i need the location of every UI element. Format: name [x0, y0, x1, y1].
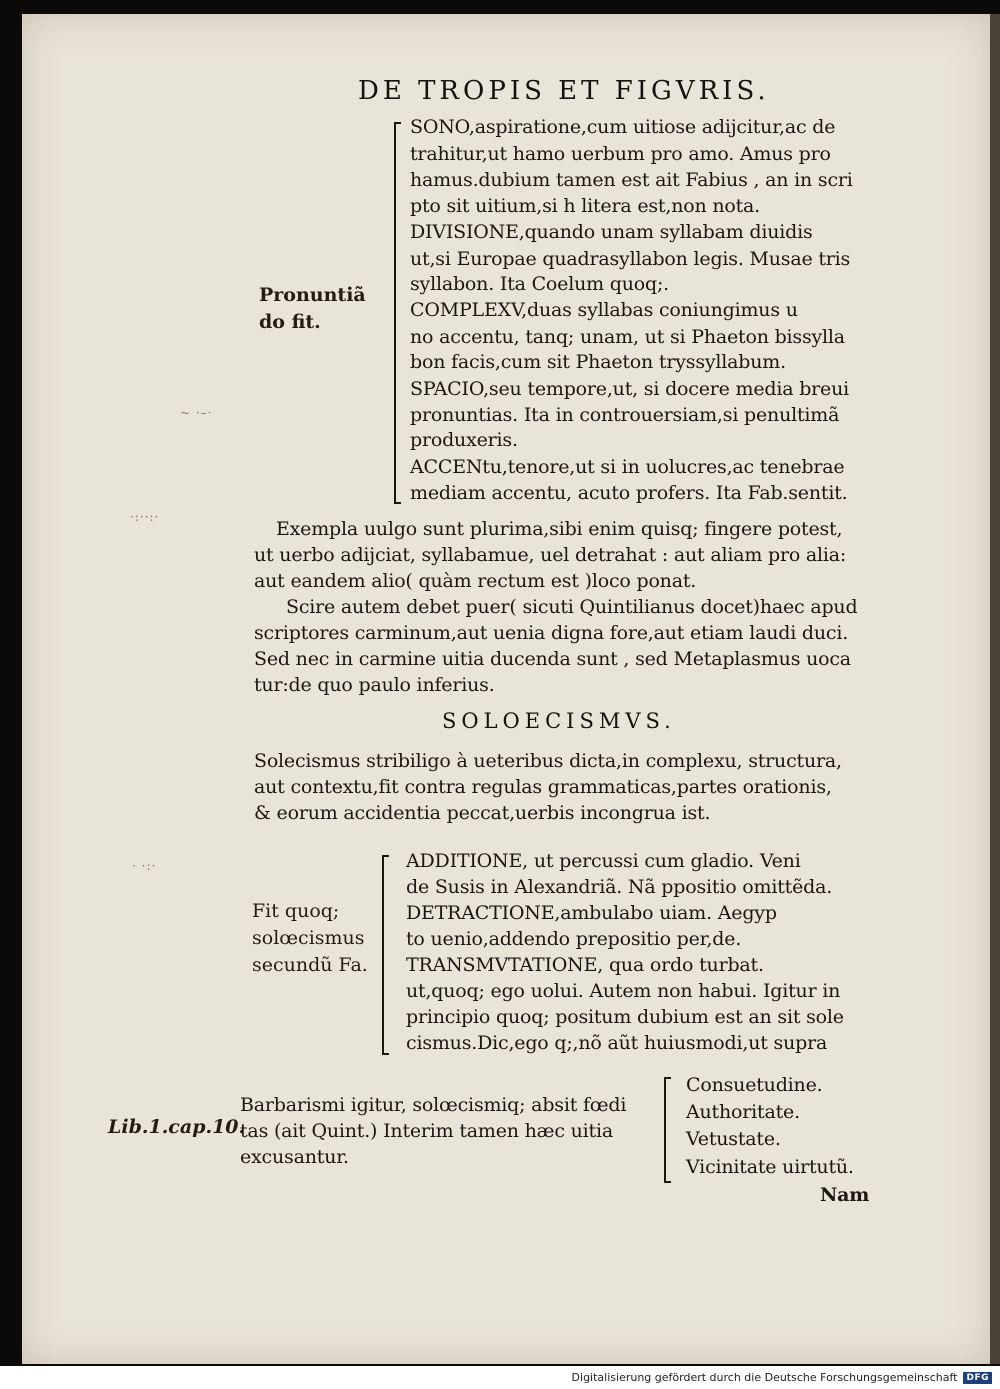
text-line: tas (ait Quint.) Interim tamen hæc uitia — [240, 1120, 613, 1142]
text-line: de Susis in Alexandriã. Nã ppositio omittẽda. — [406, 876, 833, 898]
text-line: produxeris. — [410, 429, 518, 451]
text-line: pto sit uitium,si h litera est,non nota. — [410, 195, 761, 217]
side-note-soloecismus — [252, 898, 368, 979]
text-line: Scire autem debet puer( sicuti Quintilianus docet)haec apud — [286, 596, 858, 618]
text-line: tur:de quo paulo inferius. — [254, 674, 495, 696]
text-line: Solecismus stribiligo à ueteribus dicta,in complexu, structura, — [254, 750, 842, 772]
dfg-logo: DFG — [963, 1372, 992, 1384]
side-note-pronuntiatio — [259, 282, 366, 336]
text-line: & eorum accidentia peccat,uerbis incongrua ist. — [254, 802, 711, 824]
text-line: Barbarismi igitur, solœcismiq; absit fœdi — [240, 1094, 627, 1116]
text-line: no accentu, tanq; unam, ut si Phaeton bissylla — [410, 326, 845, 348]
text-line: TRANSMVTATIONE, qua ordo turbat. — [406, 954, 764, 976]
text-line: SPACIO,seu tempore,ut, si docere media breui — [410, 378, 849, 400]
text-line: DIVISIONE,quando unam syllabam diuidis — [410, 221, 813, 243]
margin-note-reference: Lib.1.cap.10. — [108, 1116, 246, 1138]
bleed-through-mark: ·:··:· — [130, 510, 160, 524]
page-heading: DE TROPIS ET FIGVRIS. — [358, 76, 770, 106]
text-line: ut,quoq; ego uolui. Autem non habui. Igitur in — [406, 980, 841, 1002]
text-line: DETRACTIONE,ambulabo uiam. Aegyp — [406, 902, 777, 924]
bracket-item: Vicinitate uirtutũ. — [686, 1156, 854, 1178]
text-line: aut contextu,fit contra regulas grammaticas,partes orationis, — [254, 776, 832, 798]
text-line: excusantur. — [240, 1146, 349, 1168]
side-note-line: solœcismus — [252, 927, 365, 949]
catchword: Nam — [820, 1184, 870, 1206]
bracket-item: Authoritate. — [686, 1101, 800, 1123]
text-line: cismus.Dic,ego q;,nõ aũt huiusmodi,ut supra — [406, 1032, 828, 1054]
side-note-line: Fit quoq; — [252, 900, 340, 922]
text-line: hamus.dubium tamen est ait Fabius , an in scri — [410, 169, 853, 191]
side-note-line: do fit. — [259, 311, 321, 333]
bleed-through-mark: ~ ·–· — [180, 406, 213, 420]
text-line: ut,si Europae quadrasyllabon legis. Musae tris — [410, 248, 851, 270]
section-subheading: SOLOECISMVS. — [442, 709, 676, 733]
text-line: mediam accentu, acuto profers. Ita Fab.sentit. — [410, 482, 848, 504]
page-edge-shadow — [990, 14, 1000, 1364]
text-line: principio quoq; positum dubium est an sit sole — [406, 1006, 844, 1028]
text-line: pronuntias. Ita in controuersiam,si penultimã — [410, 404, 840, 426]
brace-block-excusantur — [664, 1077, 671, 1183]
book-page — [22, 14, 990, 1364]
bracket-item: Vetustate. — [686, 1128, 781, 1150]
bracket-item: Consuetudine. — [686, 1074, 823, 1096]
text-line: aut eandem alio( quàm rectum est )loco ponat. — [254, 570, 697, 592]
footer-bar — [0, 1366, 1000, 1389]
brace-block-pronuntiatio — [394, 122, 401, 504]
bleed-through-mark: · ·:· — [132, 859, 157, 873]
text-line: bon facis,cum sit Phaeton tryssyllabum. — [410, 351, 786, 373]
text-line: ACCENtu,tenore,ut si in uolucres,ac tenebrae — [410, 456, 845, 478]
brace-block-soloecismus — [382, 855, 389, 1055]
text-line: trahitur,ut hamo uerbum pro amo. Amus pro — [410, 143, 831, 165]
text-line: COMPLEXV,duas syllabas coniungimus u — [410, 299, 798, 321]
text-line: Sed nec in carmine uitia ducenda sunt , sed Metaplasmus uoca — [254, 648, 851, 670]
text-line: syllabon. Ita Coelum quoq;. — [410, 273, 670, 295]
text-line: ADDITIONE, ut percussi cum gladio. Veni — [406, 850, 801, 872]
text-line: Exempla uulgo sunt plurima,sibi enim quisq; fingere potest, — [276, 518, 843, 540]
text-line: ut uerbo adijciat, syllabamue, uel detrahat : aut aliam pro alia: — [254, 544, 847, 566]
text-line: SONO,aspiratione,cum uitiose adijcitur,ac de — [410, 116, 836, 138]
side-note-line: Pronuntiã — [259, 284, 366, 306]
text-line: scriptores carminum,aut uenia digna fore,aut etiam laudi duci. — [254, 622, 849, 644]
side-note-line: secundũ Fa. — [252, 954, 368, 976]
text-line: to uenio,addendo prepositio per,de. — [406, 928, 742, 950]
footer-credit-text: Digitalisierung gefördert durch die Deutsche Forschungsgemeinschaft — [571, 1371, 958, 1384]
